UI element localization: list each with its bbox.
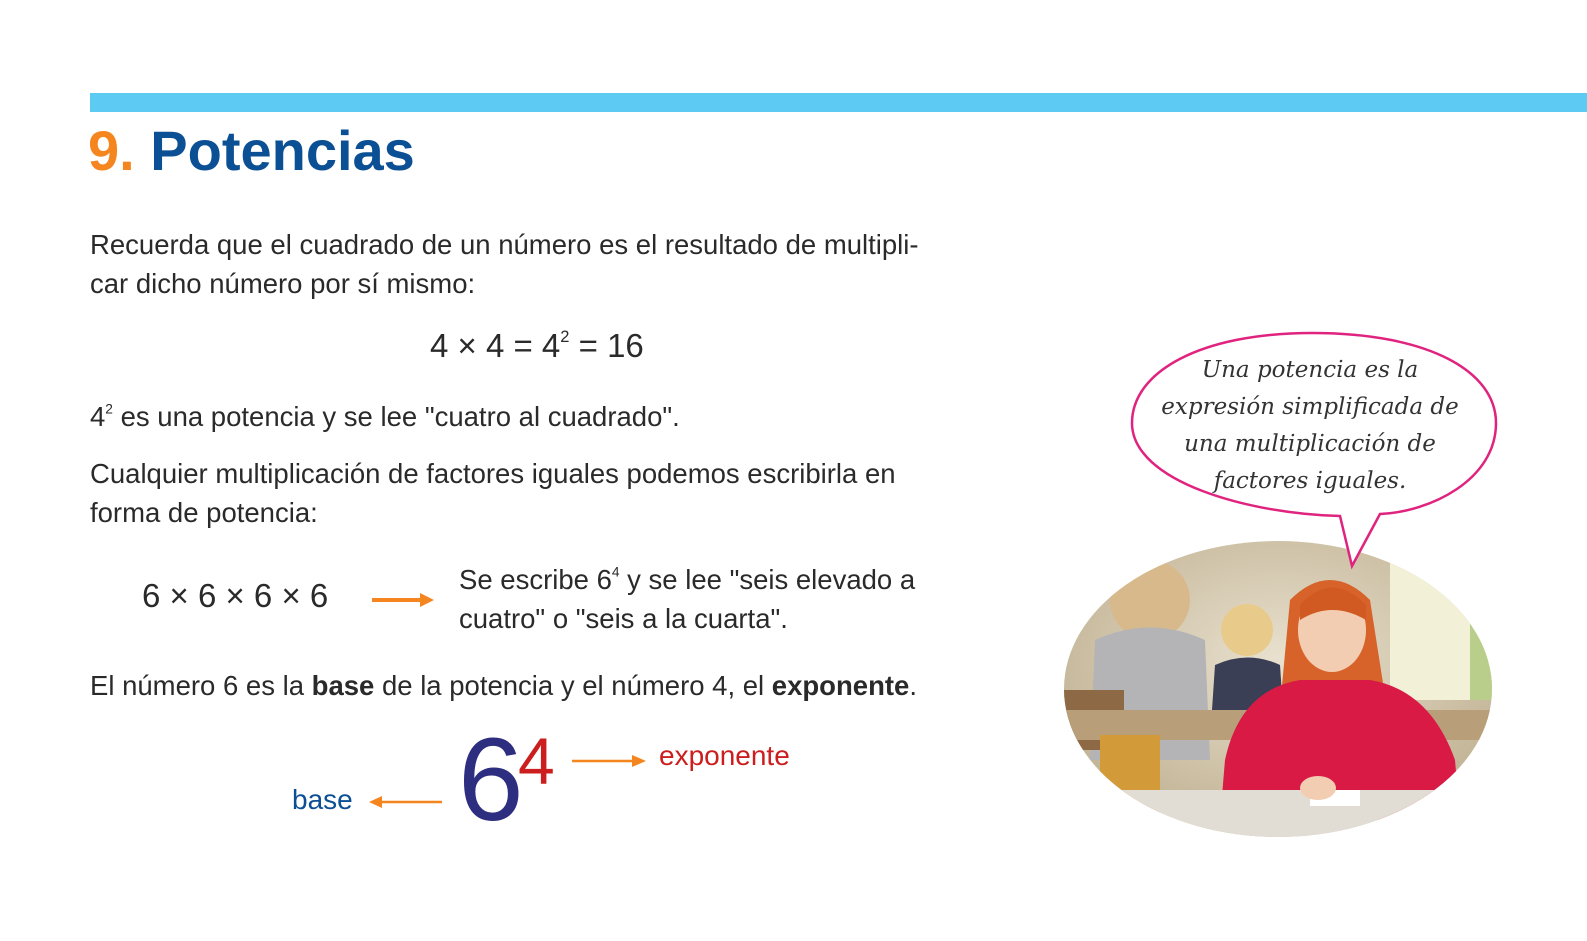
- desc-pre: Se escribe 6: [459, 564, 612, 595]
- general-line-2: forma de potencia:: [90, 497, 318, 528]
- section-title: Potencias: [150, 119, 415, 182]
- parts-text-3: .: [909, 670, 917, 701]
- parts-bold-exponent: exponente: [771, 670, 910, 701]
- equation-left: 4 × 4 = 4: [430, 327, 561, 364]
- desc-post: y se lee "seis elevado a: [619, 564, 916, 595]
- base-label: base: [292, 784, 353, 815]
- power-base: 6: [458, 714, 524, 846]
- parts-text-1: El número 6 es la: [90, 670, 312, 701]
- exponent-label: exponente: [659, 740, 790, 771]
- equation-exponent: 2: [560, 328, 570, 347]
- speech-bubble-text: [1150, 352, 1470, 500]
- equation-right: = 16: [569, 327, 644, 364]
- desc-line-2: cuatro" o "seis a la cuarta".: [459, 603, 788, 634]
- parts-bold-base: base: [311, 670, 375, 701]
- bubble-line-4: factores iguales.: [1213, 468, 1407, 494]
- example-product: 6 × 6 × 6 × 6: [142, 577, 329, 614]
- reading-text: es una potencia y se lee "cuatro al cuadrado".: [112, 401, 680, 432]
- reading-base: 4: [90, 401, 106, 432]
- bubble-line-1: Una potencia es la: [1201, 357, 1419, 383]
- power-exponent: 4: [518, 724, 555, 798]
- bubble-line-2: expresión simplificada de: [1161, 394, 1459, 420]
- section-number: 9.: [88, 119, 135, 182]
- bubble-line-3: una multiplicación de: [1184, 431, 1436, 457]
- general-line-1: Cualquier multiplicación de factores iguales podemos escribirla en: [90, 458, 896, 489]
- intro-line-2: car dicho número por sí mismo:: [90, 268, 476, 299]
- desc-exponent: 4: [611, 564, 620, 580]
- intro-line-1: Recuerda que el cuadrado de un número es el resultado de multipli-: [90, 229, 919, 260]
- reading-exponent: 2: [105, 401, 113, 417]
- parts-text-2: de la potencia y el número 4, el: [374, 670, 772, 701]
